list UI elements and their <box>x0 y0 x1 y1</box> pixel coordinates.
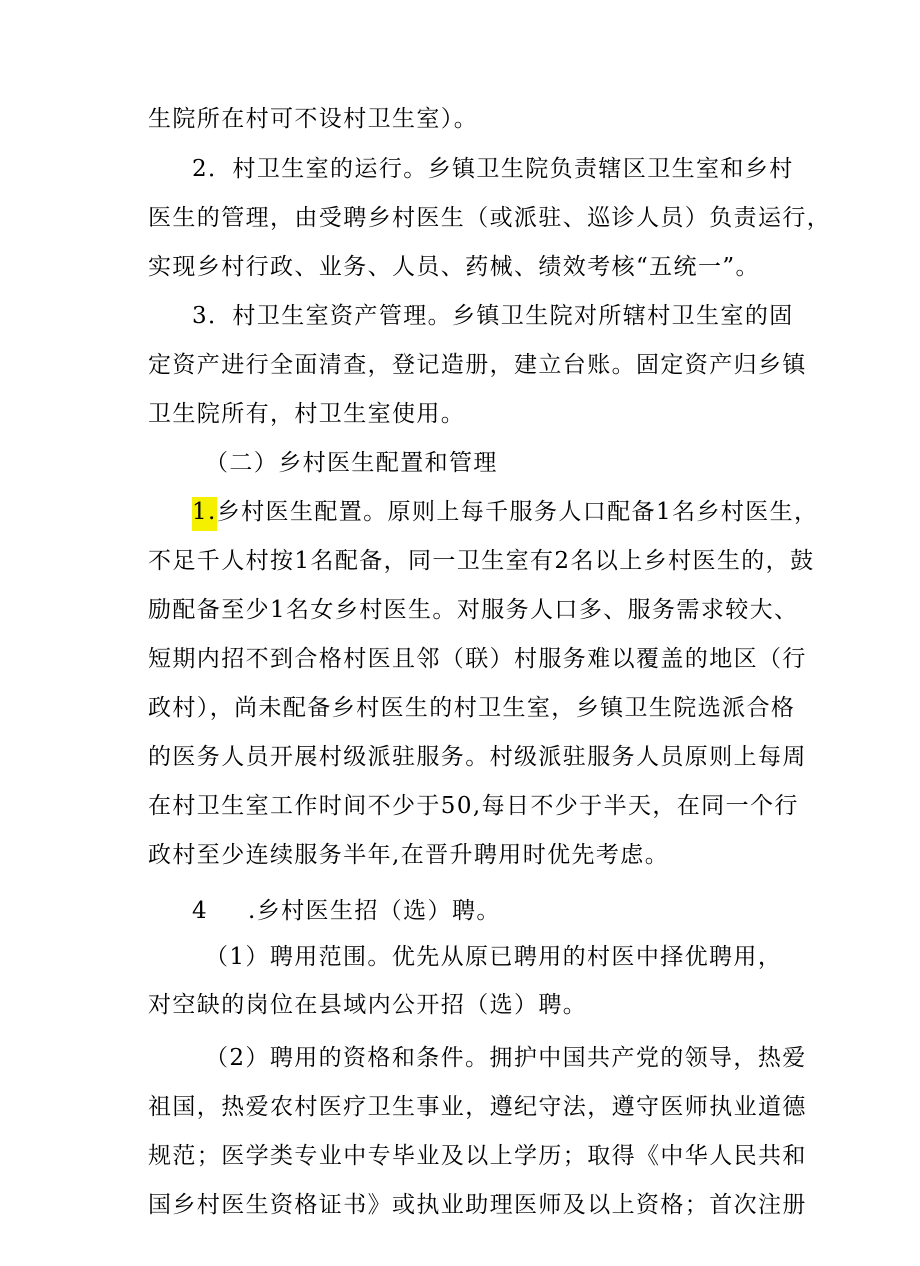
text-line: 的医务人员开展村级派驻服务。村级派驻服务人员原则上每周 <box>148 744 807 770</box>
text-line: 不足千人村按1名配备，同一卫生室有2名以上乡村医生的，鼓 <box>148 548 815 574</box>
item-number: 4 <box>192 898 209 924</box>
text-line: 实现乡村行政、业务、人员、药械、绩效考核“五统一”。 <box>148 254 760 280</box>
text-line: 对空缺的岗位在县域内公开招（选）聘。 <box>148 992 588 1018</box>
text-line <box>192 896 501 926</box>
text-line: 国乡村医生资格证书》或执业助理医师及以上资格；首次注册 <box>148 1192 807 1218</box>
text-line: （2）聘用的资格和条件。拥护中国共产党的领导，热爱 <box>205 1045 807 1071</box>
highlighted-number: 1. <box>192 497 217 531</box>
text-line <box>192 497 818 527</box>
text-line: 励配备至少1名女乡村医生。对服务人口多、服务需求较大、 <box>148 597 799 623</box>
text-line: 在村卫生室工作时间不少于50,每日不少于半天，在同一个行 <box>148 793 799 819</box>
text-line: 2．村卫生室的运行。乡镇卫生院负责辖区卫生室和乡村 <box>192 156 794 182</box>
text-segment: 乡村医生配置。原则上每千服务人口配备1名乡村医生， <box>216 499 819 525</box>
text-line: 3．村卫生室资产管理。乡镇卫生院对所辖村卫生室的固 <box>192 303 794 329</box>
text-line: 政村），尚未配备乡村医生的村卫生室，乡镇卫生院选派合格 <box>148 695 796 721</box>
section-heading: （二）乡村医生配置和管理 <box>205 450 498 476</box>
text-line: 短期内招不到合格村医且邻（联）村服务难以覆盖的地区（行 <box>148 646 807 672</box>
text-line: 规范；医学类专业中专毕业及以上学历；取得《中华人民共和 <box>148 1143 807 1169</box>
text-line: （1）聘用范围。优先从原已聘用的村医中择优聘用， <box>205 944 783 970</box>
text-line: 政村至少连续服务半年,在晋升聘用时优先考虑。 <box>148 842 670 868</box>
text-line: 生院所在村可不设村卫生室）。 <box>148 106 479 132</box>
text-line: 卫生院所有，村卫生室使用。 <box>148 401 466 427</box>
text-line: 祖国，热爱农村医疗卫生事业，遵纪守法，遵守医师执业道德 <box>148 1094 807 1120</box>
text-segment: .乡村医生招（选）聘。 <box>248 898 501 924</box>
text-line: 医生的管理，由受聘乡村医生（或派驻、巡诊人员）负责运行， <box>148 205 832 231</box>
text-line: 定资产进行全面清查，登记造册，建立台账。固定资产归乡镇 <box>148 352 807 378</box>
